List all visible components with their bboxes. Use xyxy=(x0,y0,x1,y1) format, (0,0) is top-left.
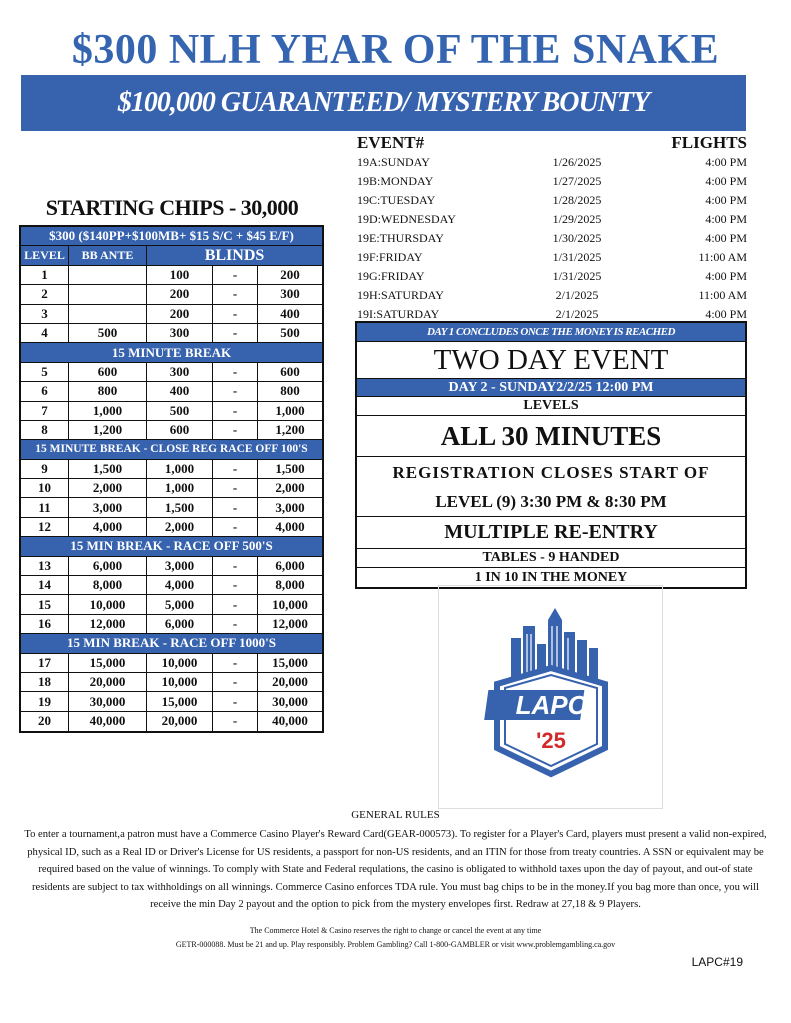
event-time: 4:00 PM xyxy=(705,193,747,207)
small-blind: 15,000 xyxy=(147,692,213,710)
big-blind: 30,000 xyxy=(272,693,308,709)
small-blind: 1,500 xyxy=(147,498,213,516)
event-row xyxy=(357,248,747,267)
break-text: 15 MIN BREAK - RACE OFF 500'S xyxy=(70,538,273,554)
level-row xyxy=(21,595,322,614)
page-title: $300 NLH YEAR OF THE SNAKE xyxy=(71,27,720,73)
level-number: 6 xyxy=(21,382,69,400)
logo-text: LAPC xyxy=(515,690,587,720)
event-code: LAPC#19 xyxy=(691,955,743,969)
flights-header-label: FLIGHTS xyxy=(671,133,747,152)
small-blind: 10,000 xyxy=(147,673,213,691)
small-blind: 500 xyxy=(147,402,213,420)
blind-dash: - xyxy=(213,402,258,420)
bb-ante: 4,000 xyxy=(69,518,147,536)
small-blind: 300 xyxy=(147,363,213,381)
blind-dash: - xyxy=(213,518,258,536)
rules-title: GENERAL RULES xyxy=(351,809,440,821)
level-row xyxy=(21,324,322,343)
level-row xyxy=(21,285,322,304)
level-row xyxy=(21,518,322,537)
level-number: 5 xyxy=(21,363,69,381)
big-blind: 4,000 xyxy=(275,519,305,535)
level-row xyxy=(21,712,322,731)
bb-ante: 1,200 xyxy=(69,421,147,439)
lapc-logo xyxy=(438,585,663,809)
break-text: 15 MINUTE BREAK - CLOSE REG RACE OFF 100'S xyxy=(35,443,308,456)
event-schedule xyxy=(357,133,747,324)
level-row xyxy=(21,615,322,634)
event-name: 19C:TUESDAY xyxy=(357,193,436,207)
big-blind: 1,000 xyxy=(275,402,305,418)
small-blind: 20,000 xyxy=(147,712,213,731)
event-name: 19G:FRIDAY xyxy=(357,269,425,283)
table-header-row xyxy=(21,246,322,265)
buyin-text: $300 ($140PP+$100MB+ $15 S/C + $45 E/F) xyxy=(49,228,294,244)
break-text: 15 MINUTE BREAK xyxy=(111,344,232,360)
level-number: 10 xyxy=(21,479,69,497)
level-row xyxy=(21,557,322,576)
small-blind: 200 xyxy=(147,285,213,303)
big-blind: 20,000 xyxy=(272,674,308,690)
small-blind: 6,000 xyxy=(147,615,213,633)
bb-ante: 1,000 xyxy=(69,402,147,420)
event-header-label: EVENT# xyxy=(357,133,425,152)
blind-dash: - xyxy=(213,363,258,381)
guarantee-banner: $100,000 GUARANTEED/ MYSTERY BOUNTY xyxy=(21,75,746,131)
level-row xyxy=(21,479,322,498)
level-row xyxy=(21,673,322,692)
event-date: 2/1/2025 xyxy=(555,307,599,321)
header-ante: BB ANTE xyxy=(69,246,147,264)
small-blind: 5,000 xyxy=(147,595,213,613)
bb-ante: 2,000 xyxy=(69,479,147,497)
event-time: 4:00 PM xyxy=(705,155,747,169)
level-number: 1 xyxy=(21,266,69,284)
break-row xyxy=(21,343,322,362)
level-number: 9 xyxy=(21,460,69,478)
big-blind: 1,200 xyxy=(275,422,305,438)
level-number: 15 xyxy=(21,595,69,613)
levels-label: LEVELS xyxy=(357,397,745,416)
event-name: 19D:WEDNESDAY xyxy=(357,212,456,226)
big-blind: 15,000 xyxy=(272,654,308,670)
bb-ante: 8,000 xyxy=(69,576,147,594)
level-duration: ALL 30 MINUTES xyxy=(357,416,745,457)
event-row xyxy=(357,210,747,229)
event-row xyxy=(357,153,747,172)
header-blinds: BLINDS xyxy=(204,246,265,264)
level-number: 19 xyxy=(21,692,69,710)
small-blind: 300 xyxy=(147,324,213,342)
level-number: 8 xyxy=(21,421,69,439)
break-row xyxy=(21,440,322,459)
big-blind: 300 xyxy=(280,286,300,302)
big-blind: 800 xyxy=(280,383,300,399)
big-blind: 600 xyxy=(280,363,300,379)
level-number: 2 xyxy=(21,285,69,303)
bb-ante: 30,000 xyxy=(69,692,147,710)
small-blind: 3,000 xyxy=(147,557,213,575)
event-time: 4:00 PM xyxy=(705,174,747,188)
level-row xyxy=(21,498,322,517)
event-name: 19H:SATURDAY xyxy=(357,288,444,302)
reg-close-line1: REGISTRATION CLOSES START OF xyxy=(392,462,710,482)
event-row xyxy=(357,172,747,191)
event-date: 1/31/2025 xyxy=(552,250,602,264)
blind-dash: - xyxy=(213,615,258,633)
level-number: 17 xyxy=(21,654,69,672)
blind-dash: - xyxy=(213,557,258,575)
level-row xyxy=(21,363,322,382)
big-blind: 10,000 xyxy=(272,596,308,612)
small-blind: 2,000 xyxy=(147,518,213,536)
level-number: 20 xyxy=(21,712,69,731)
level-number: 4 xyxy=(21,324,69,342)
event-row xyxy=(357,191,747,210)
event-name: 19B:MONDAY xyxy=(357,174,434,188)
event-name: 19A:SUNDAY xyxy=(357,155,430,169)
level-number: 16 xyxy=(21,615,69,633)
fine-print-reserve: The Commerce Hotel & Casino reserves the right to change or cancel the event at any time xyxy=(249,926,542,935)
event-time: 11:00 AM xyxy=(698,250,747,264)
event-date: 2/1/2025 xyxy=(555,288,599,302)
lapc-logo-graphic xyxy=(439,586,662,808)
big-blind: 1,500 xyxy=(275,460,305,476)
bb-ante: 6,000 xyxy=(69,557,147,575)
bb-ante: 10,000 xyxy=(69,595,147,613)
small-blind: 400 xyxy=(147,382,213,400)
bb-ante xyxy=(69,285,147,303)
blind-dash: - xyxy=(213,654,258,672)
event-time: 11:00 AM xyxy=(698,288,747,302)
event-time: 4:00 PM xyxy=(705,269,747,283)
bb-ante: 500 xyxy=(69,324,147,342)
event-name: 19E:THURSDAY xyxy=(357,231,444,245)
event-row xyxy=(357,286,747,305)
level-row xyxy=(21,692,322,711)
event-time: 4:00 PM xyxy=(705,307,747,321)
blind-dash: - xyxy=(213,712,258,731)
tables-label: TABLES - 9 HANDED xyxy=(357,549,745,568)
level-row xyxy=(21,576,322,595)
event-time: 4:00 PM xyxy=(705,231,747,245)
small-blind: 1,000 xyxy=(147,460,213,478)
bb-ante: 800 xyxy=(69,382,147,400)
blind-dash: - xyxy=(213,421,258,439)
big-blind: 40,000 xyxy=(272,713,308,729)
small-blind: 600 xyxy=(147,421,213,439)
day2-schedule: DAY 2 - SUNDAY2/2/25 12:00 PM xyxy=(357,379,745,397)
day1-notice: DAY 1 CONCLUDES ONCE THE MONEY IS REACHED xyxy=(357,323,745,342)
level-row xyxy=(21,382,322,401)
buyin-row xyxy=(21,227,322,246)
reentry-label: MULTIPLE RE-ENTRY xyxy=(357,517,745,549)
level-row xyxy=(21,402,322,421)
blind-dash: - xyxy=(213,692,258,710)
break-text: 15 MIN BREAK - RACE OFF 1000'S xyxy=(67,635,276,651)
level-number: 14 xyxy=(21,576,69,594)
blind-dash: - xyxy=(213,595,258,613)
small-blind: 10,000 xyxy=(147,654,213,672)
level-row xyxy=(21,460,322,479)
break-row xyxy=(21,634,322,653)
big-blind: 200 xyxy=(280,266,300,282)
rules-body: To enter a tournament,a patron must have a Commerce Casino Player's Reward Card(GEAR-000573). To register for a Player's Card, players must present a valid non-expired, physical ID, such as a Real ID or Driver's License for US residents, a passport for non-US residents, and an ITIN for those from treaty countries. A SSN or equivalent may be required based on the value of winnings. To comply with State and Federal requlations, the casino is obligated to withhold taxes upon the day of payout, and out-of state residents are subject to tax withholdings on all winnings. Commerce Casino enforces TDA rule. You must bag chips to be in the money.If you bag more than once, you will receive the min Day 2 payout and the option to pick from the mystery envelopes first. Redraw at 27,18 & 9 Players. xyxy=(24,829,767,910)
two-day-event: TWO DAY EVENT xyxy=(357,342,745,379)
event-date: 1/27/2025 xyxy=(552,174,602,188)
event-info-box xyxy=(355,321,747,589)
bb-ante: 600 xyxy=(69,363,147,381)
level-number: 18 xyxy=(21,673,69,691)
blind-dash: - xyxy=(213,324,258,342)
bb-ante: 3,000 xyxy=(69,498,147,516)
blind-dash: - xyxy=(213,576,258,594)
event-schedule-header xyxy=(357,133,747,153)
level-row xyxy=(21,266,322,285)
big-blind: 8,000 xyxy=(275,577,305,593)
logo-year: '25 xyxy=(536,728,566,753)
bb-ante xyxy=(69,266,147,284)
bb-ante: 15,000 xyxy=(69,654,147,672)
break-row xyxy=(21,537,322,556)
big-blind: 12,000 xyxy=(272,616,308,631)
big-blind: 400 xyxy=(280,305,300,321)
level-number: 13 xyxy=(21,557,69,575)
level-number: 11 xyxy=(21,498,69,516)
big-blind: 3,000 xyxy=(275,499,305,515)
in-the-money-label: 1 IN 10 IN THE MONEY xyxy=(474,569,628,585)
event-date: 1/29/2025 xyxy=(552,212,602,226)
blind-dash: - xyxy=(213,285,258,303)
bb-ante: 12,000 xyxy=(69,615,147,633)
bb-ante: 40,000 xyxy=(69,712,147,731)
header-level: LEVEL xyxy=(21,246,69,264)
blind-dash: - xyxy=(213,479,258,497)
blind-structure-table xyxy=(19,225,324,733)
blind-dash: - xyxy=(213,498,258,516)
big-blind: 6,000 xyxy=(275,557,305,573)
reg-close-line2: LEVEL (9) 3:30 PM & 8:30 PM xyxy=(357,488,745,517)
event-date: 1/26/2025 xyxy=(552,155,602,169)
small-blind: 1,000 xyxy=(147,479,213,497)
blind-dash: - xyxy=(213,460,258,478)
level-row xyxy=(21,305,322,324)
level-number: 12 xyxy=(21,518,69,536)
small-blind: 200 xyxy=(147,305,213,323)
level-row xyxy=(21,654,322,673)
fine-print-gambling: GETR-000088. Must be 21 and up. Play responsibly. Problem Gambling? Call 1-800-GAMBLER or visit www.problemgambling.ca.gov xyxy=(175,940,616,949)
event-date: 1/30/2025 xyxy=(552,231,602,245)
big-blind: 500 xyxy=(280,325,300,341)
bb-ante xyxy=(69,305,147,323)
bb-ante: 20,000 xyxy=(69,673,147,691)
blind-dash: - xyxy=(213,305,258,323)
event-row xyxy=(357,229,747,248)
event-name: 19I:SATURDAY xyxy=(357,307,440,321)
event-name: 19F:FRIDAY xyxy=(357,250,423,264)
level-number: 7 xyxy=(21,402,69,420)
blind-dash: - xyxy=(213,673,258,691)
level-row xyxy=(21,421,322,440)
blind-dash: - xyxy=(213,382,258,400)
big-blind: 2,000 xyxy=(275,480,305,496)
event-date: 1/28/2025 xyxy=(552,193,602,207)
event-row xyxy=(357,267,747,286)
level-number: 3 xyxy=(21,305,69,323)
bb-ante: 1,500 xyxy=(69,460,147,478)
blind-dash: - xyxy=(213,266,258,284)
event-date: 1/31/2025 xyxy=(552,269,602,283)
small-blind: 4,000 xyxy=(147,576,213,594)
event-time: 4:00 PM xyxy=(705,212,747,226)
starting-chips: STARTING CHIPS - 30,000 xyxy=(45,195,299,220)
small-blind: 100 xyxy=(147,266,213,284)
